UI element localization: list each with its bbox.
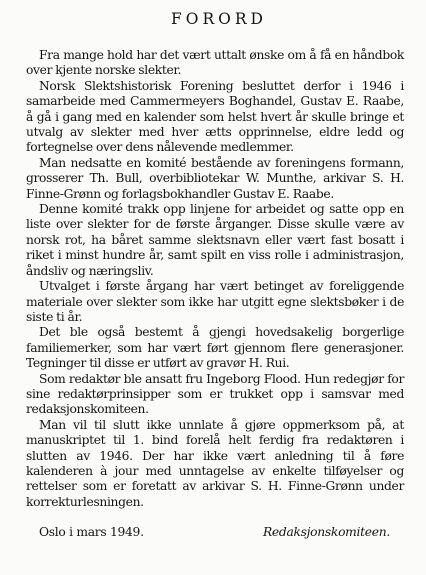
signature: Redaksjonskomiteen. [262,525,390,540]
page-title: FORORD [171,10,267,28]
foreword-body [26,48,404,510]
paragraph-2: Norsk Slektshistorisk Forening besluttet derfor i 1946 i samarbeide med Cammermeyers Boghandel, Gustav E. Raabe, å gå i gang med en kalender som helst hvert år skulle bringe et utvalg av slekter med hver ætts opprinnelse, eldre ledd og fortegnelse over dens nålevende medlemmer. [26,78,404,155]
paragraph-6: Det ble også bestemt å gjengi hovedsakelig borgerlige familiemerker, som har vært ført gjennom flere generasjoner. Tegninger til disse er utført av gravør H. Rui. [26,325,404,371]
place-date: Oslo i mars 1949. [39,525,144,540]
paragraph-8: Man vil til slutt ikke unnlate å gjøre oppmerksom på, at manuskriptet til 1. bind forelå helt ferdig fra redaktøren i slutten av 1946. Der har ikke vært anledning til å føre kalenderen à jour med unntagelse av enkelte tilføyelser og rettelser som er foretatt av arkivar S. H. Finne-Grønn under korrekturlesningen. [26,417,404,509]
paragraph-5: Utvalget i første årgang har vært betinget av foreliggende materiale over slekter som ikke har utgitt egne slektsbøker i de siste ti år. [26,279,404,324]
paragraph-7: Som redaktør ble ansatt fru Ingeborg Flood. Hun redegjør for sine redaktørprinsipper som er trukket opp i samsvar med redaksjonskomiteen. [26,371,404,417]
paragraph-1: Fra mange hold har det vært uttalt ønske om å få en håndbok over kjente norske slekter. [26,48,404,78]
foreword-page [26,10,404,540]
paragraph-4: Denne komité trakk opp linjene for arbeidet og satte opp en liste over slekter for de første årganger. Disse skulle være av norsk rot, ha båret samme slektsnavn eller vært fast bosatt i riket i minst hundre år, samt spilt en viss rolle i administrasjon, åndsliv og næringsliv. [26,202,404,278]
paragraph-3: Man nedsatte en komité bestående av foreningens formann, grosserer Th. Bull, overbibliotekar W. Munthe, arkivar S. H. Finne-Grønn og forlagsbokhandler Gustav E. Raabe. [26,155,404,201]
signoff [26,525,404,540]
